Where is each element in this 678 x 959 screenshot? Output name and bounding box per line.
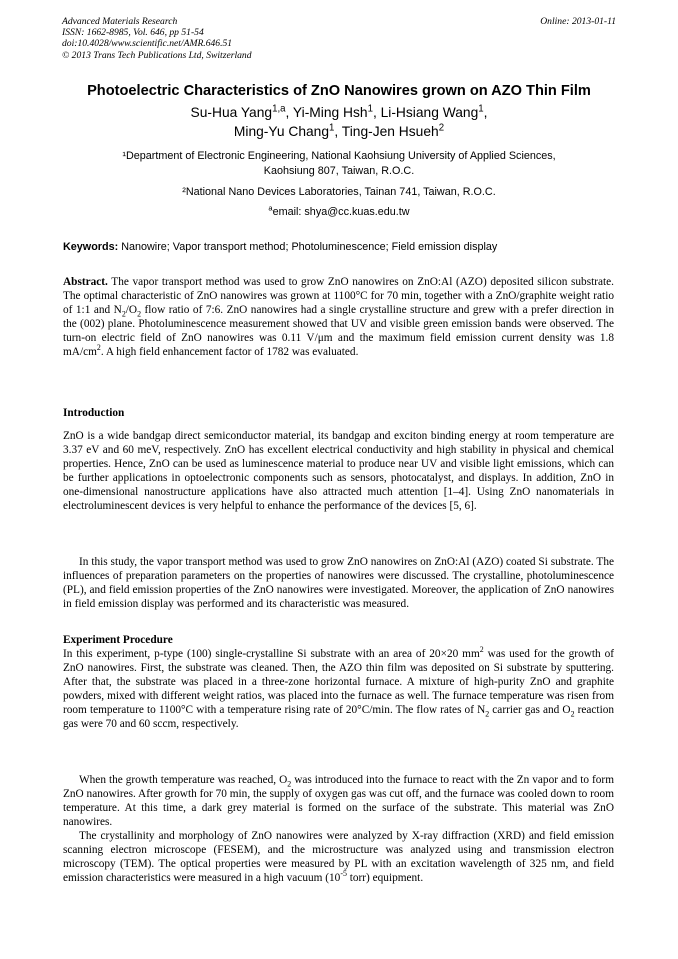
author-affiliation-mark: 2: [438, 122, 445, 134]
superscript: -5: [340, 868, 347, 878]
experiment-text: carrier gas and O: [489, 703, 571, 716]
abstract-text: The vapor transport method was used to grow ZnO nanowires on ZnO:Al (AZO) deposited silicon substrate. The optimal characteristic of ZnO nanowires was grown at 1100°C for 70 min, together with a ZnO/graphite weight ratio of 1:1 and N: [63, 276, 614, 316]
introduction-paragraph-2: In this study, the vapor transport method was used to grow ZnO nanowires on ZnO:Al (AZO) coated Si substrate. The influences of preparation parameters on the properties of nanowires were discussed. The crystalline, photoluminescence (PL), and field emission properties of the ZnO nanowires were investigated. Moreover, the application of ZnO nanowires in field emission display was performed and its characteristic was measured.: [63, 556, 614, 610]
experiment-paragraph-3: [63, 830, 614, 886]
journal-name: Advanced Materials Research: [62, 16, 178, 27]
experiment-text: The crystallinity and morphology of ZnO nanowires were analyzed by X-ray diffraction (XRD) and field emission scanning electron microscope (FESEM), and the microstructure was analyzed using and transmission electron microscopy (TEM). The optical properties were measured by PL with an excitation wavelength of 325 nm, and field emission characteristics were measured in a high vacuum (10: [63, 830, 614, 884]
abstract-text: /O: [125, 303, 138, 316]
abstract: [63, 276, 614, 359]
email-mark: a: [268, 203, 273, 213]
affiliation-1-line-1: ¹Department of Electronic Engineering, National Kaohsiung University of Applied Sciences,: [122, 150, 556, 162]
doi: doi:10.4028/www.scientific.net/AMR.646.51: [62, 38, 233, 50]
experiment-text: was used for the growth of ZnO nanowires. First, the substrate was cleaned. Then, the AZO thin film was deposited on Si substrate by sputtering. After that, the substrate was placed in a three-zone horizontal furnace. A mixture of high-purity ZnO and graphite powders, mixed with different weight ratios, was placed into the furnace as well. The furnace temperature was risen from room temperature to 1100°C with a temperature rising rate of 20°C/min. The flow rates of N: [63, 648, 615, 716]
subscript: 2: [287, 779, 292, 789]
experiment-text: In this experiment, p-type (100) single-crystalline Si substrate with an area of 20×20 mm: [63, 648, 480, 660]
experiment-text: When the growth temperature was reached, O: [79, 774, 288, 786]
author-separator: ,: [483, 105, 488, 120]
subscript: 2: [121, 309, 126, 319]
affiliation-1: [0, 149, 678, 178]
author-affiliation-mark: 1,a: [272, 103, 286, 115]
author-list: [0, 103, 678, 141]
author-affiliation-mark: 1: [329, 122, 335, 134]
abstract-text: flow ratio of 7:6. ZnO nanowires had a single crystalline structure and grew with a prefer direction in the (002) plane. Photoluminescence measurement showed that UV and visible green emission bands were observed. The turn-on electric field of ZnO nanowires was 0.11 V/μm and the maximum field emission current density was 1.8 mA/cm: [63, 303, 614, 358]
subscript: 2: [570, 708, 575, 718]
subscript: 2: [137, 309, 142, 319]
contact-email: [0, 205, 678, 220]
email-text: email: shya@cc.kuas.edu.tw: [272, 206, 410, 218]
section-heading-introduction: Introduction: [63, 407, 125, 419]
author-name: Ming-Yu Chang: [233, 124, 330, 139]
introduction-paragraph-1: ZnO is a wide bandgap direct semiconductor material, its bandgap and exciton binding energy at room temperature are 3.37 eV and 60 meV, respectively. ZnO has excellent electrical conductivity and high stability in physical and chemical properties. Hence, ZnO can be used as luminescence material to produce near UV and visible light emissions, which can be further applications in optoelectronic components such as sensors, photocatalyst, and displays. In addition, ZnO in one-dimensional nanostructure applications have also attracted much attention [1–4]. Using ZnO nanomaterials in electroluminescent devices is very helpful to enhance the performance of the devices [5, 6].: [63, 430, 614, 512]
issn: ISSN: 1662-8985, Vol. 646, pp 51-54: [62, 27, 204, 39]
experiment-text: torr) equipment.: [346, 871, 424, 884]
section-heading-experiment: Experiment Procedure: [63, 634, 173, 646]
keywords-label: Keywords:: [63, 241, 119, 253]
affiliation-1-line-2: Kaohsiung 807, Taiwan, R.O.C.: [263, 164, 415, 177]
journal-header: [62, 16, 616, 61]
keywords: [63, 240, 615, 254]
abstract-text: . A high field enhancement factor of 1782 was evaluated.: [100, 345, 359, 358]
author-name: , Yi-Ming Hsh: [285, 105, 368, 120]
paper-title: Photoelectric Characteristics of ZnO Nanowires grown on AZO Thin Film: [87, 83, 591, 99]
experiment-text: reaction gas were 70 and 60 sccm, respectively.: [63, 703, 615, 730]
superscript: 2: [96, 342, 101, 352]
author-name: , Ting-Jen Hsueh: [334, 124, 439, 139]
author-name: Su-Hua Yang: [190, 105, 273, 120]
superscript: 2: [479, 645, 484, 655]
experiment-text: was introduced into the furnace to react with the Zn vapor and to form ZnO nanowires. After growth for 70 min, the supply of oxygen gas was cut off, and the furnace was cooled down to room temperature. At this time, a dark grey material is formed on the surface of the substrate. This material was ZnO nanowires.: [63, 774, 614, 828]
author-line-1: [0, 103, 678, 122]
author-affiliation-mark: 1: [478, 103, 484, 115]
author-name: , Li-Hsiang Wang: [372, 105, 479, 120]
experiment-paragraph-2: [63, 774, 614, 830]
abstract-label: Abstract.: [63, 276, 108, 288]
subscript: 2: [485, 708, 490, 718]
copyright: © 2013 Trans Tech Publications Ltd, Switzerland: [62, 49, 252, 61]
online-date: Online: 2013-01-11: [540, 16, 616, 27]
affiliation-2: ²National Nano Devices Laboratories, Tainan 741, Taiwan, R.O.C.: [182, 186, 496, 198]
experiment-paragraph-1: [63, 645, 615, 731]
author-line-2: [0, 122, 678, 141]
keywords-text: Nanowire; Vapor transport method; Photoluminescence; Field emission display: [118, 241, 498, 253]
author-affiliation-mark: 1: [367, 103, 373, 115]
